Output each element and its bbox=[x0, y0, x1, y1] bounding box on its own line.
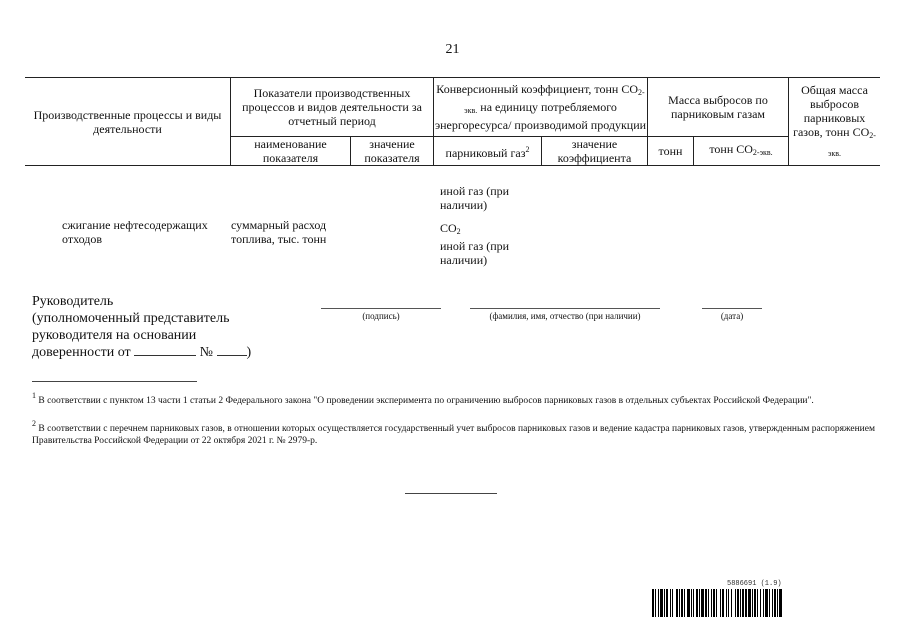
header-emission-mass: Масса выбросов по парниковым газам bbox=[668, 93, 768, 121]
date-caption: (дата) bbox=[720, 311, 744, 321]
header-tons: тонн bbox=[658, 144, 683, 158]
footnote-1: $^1$ В соответствии с пунктом 13 части 1 статьи 2 Федерального закона "О проведении эксперимента по ограничению выбросов парниковых газов в отдельных субъектах Российской Федерации". bbox=[32, 391, 814, 406]
footnote-separator bbox=[32, 381, 197, 382]
header-total-mass: Общая масса выбросов парниковых газов, тонн $СО_{2-экв.}$ bbox=[793, 82, 876, 158]
barcode bbox=[652, 589, 870, 617]
end-rule bbox=[405, 493, 497, 494]
signature-caption: (подпись) bbox=[362, 311, 400, 321]
name-caption: (фамилия, имя, отчество (при наличии) bbox=[489, 311, 641, 321]
header-tons-co2: тонн $СО_{2-экв.}$ bbox=[709, 142, 773, 157]
header-indicators: Показатели производственных процессов и видов деятельности за отчетный период bbox=[242, 86, 422, 128]
footnote-2: $^2$ В соответствии с перечнем парниковых газов, в отношении которых осуществляется государственный учет выбросов парниковых газов и ведение кадастра парниковых газов, утвержденным распоряжением Правительства Российской Федерации от 22 октября 2021 г. № 2979-р. bbox=[32, 419, 875, 446]
header-bottom-border bbox=[25, 165, 880, 166]
header-greenhouse-gas: парниковый газ$^2$ bbox=[445, 144, 530, 160]
date-line[interactable] bbox=[702, 308, 762, 309]
row-gas-other-1: иной газ (при наличии) bbox=[440, 184, 510, 212]
name-line[interactable] bbox=[470, 308, 660, 309]
row-indicator-name: суммарный расход топлива, тыс. тонн bbox=[231, 218, 327, 246]
barcode-number: 5886691 (1.9) bbox=[727, 580, 782, 588]
row-process: сжигание нефтесодержащих отходов bbox=[62, 218, 208, 246]
page-number: 21 bbox=[445, 42, 460, 57]
signer-title: Руководитель (уполномоченный представитель руководителя на основании доверенности от № ) bbox=[32, 294, 252, 360]
row-gas-co2: $СО_2$ bbox=[440, 221, 461, 236]
header-processes: Производственные процессы и виды деятельности bbox=[33, 107, 222, 136]
header-indicator-value: значение показателя bbox=[364, 137, 420, 165]
row-gas-other-2: иной газ (при наличии) bbox=[440, 239, 510, 267]
signature-line[interactable] bbox=[321, 308, 441, 309]
header-conversion-coefficient: Конверсионный коэффициент, тонн $СО_{2-экв.}$ на единицу потребляемого энергоресурса/ производимой продукции bbox=[434, 82, 647, 132]
header-indicator-name: наименование показателя bbox=[254, 137, 327, 165]
barcode-bar bbox=[782, 589, 784, 617]
header-coefficient-value: значение коэффициента bbox=[557, 137, 632, 165]
